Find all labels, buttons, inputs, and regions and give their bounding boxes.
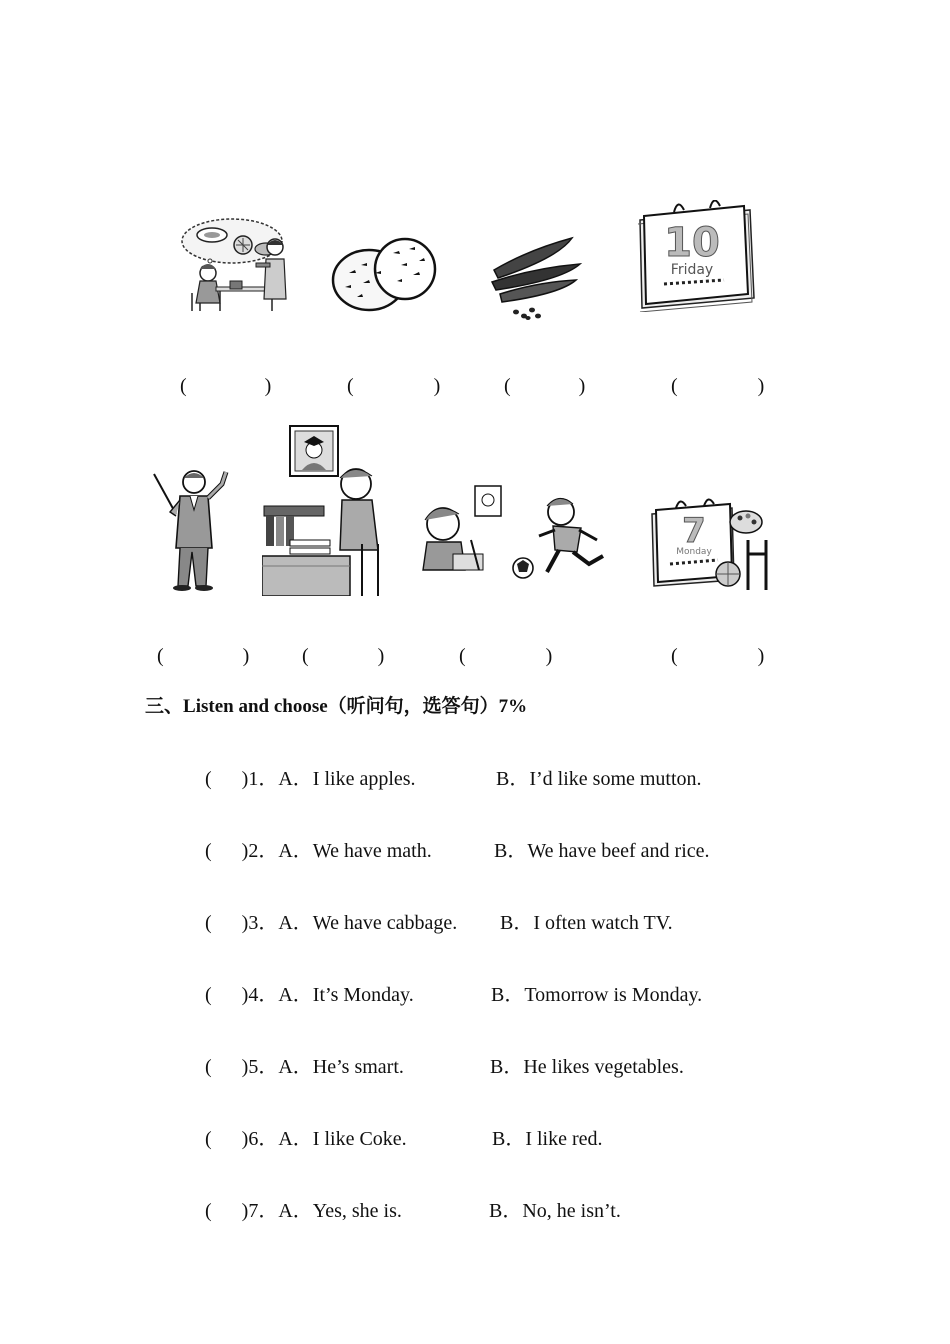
green-beans-icon [488,230,586,322]
answer-bracket[interactable]: ( ) [302,645,385,667]
question-row: ( )5．A．He’s smart. B．He likes vegetables. [205,1056,684,1078]
option-a-label: A． [278,1056,313,1078]
question-number: )5． [241,1056,279,1078]
option-b-label: B． [500,912,534,934]
question-row: ( )7．A．Yes, she is. B．No, he isn’t. [205,1200,621,1222]
option-a-label: A． [278,768,313,790]
question-number: )7． [241,1200,279,1222]
question-row: ( )3．A．We have cabbage. B．I often watch TV. [205,912,673,934]
option-b-label: B． [492,1128,526,1150]
option-b-label: B． [489,1200,523,1222]
question-number: )3． [241,912,279,934]
option-a-text: We have math. [312,840,432,862]
option-b-text: No, he isn’t. [522,1200,621,1222]
answer-bracket[interactable]: ( ) [671,645,765,667]
option-a-text: I like apples. [312,768,416,790]
section-title-en: Listen and choose [183,696,328,717]
option-a-label: A． [278,984,313,1006]
section-title [145,692,527,721]
option-a-label: A． [278,840,313,862]
option-b-label: B． [490,1056,524,1078]
section-number: 三、 [145,696,184,717]
calendar-day: Friday [670,262,714,278]
option-a-text: We have cabbage. [312,912,458,934]
option-b-label: B． [494,840,528,862]
calendar-monday-activities-icon [648,498,774,590]
option-a-text: He’s smart. [312,1056,404,1078]
calendar-number: 7 [682,511,706,551]
option-b-text: I like red. [525,1128,603,1150]
question-row: ( )2．A．We have math. B．We have beef and rice. [205,840,710,862]
answer-bracket[interactable]: ( ) [347,375,441,397]
answer-bracket[interactable]: ( ) [504,375,586,397]
answer-bracket[interactable]: ( ) [459,645,553,667]
student-reading-books-icon [262,424,384,596]
section-title-cn: （听问句，选答句） [327,695,499,717]
question-number: )1． [241,768,279,790]
restaurant-thought-bubble-icon [180,213,295,315]
option-a-text: I like Coke. [312,1128,407,1150]
question-number: )2． [241,840,279,862]
calendar-number: 10 [664,220,720,266]
option-b-text: We have beef and rice. [527,840,710,862]
question-row: ( )1．A．I like apples. B．I’d like some mutton. [205,768,702,790]
question-number: )6． [241,1128,279,1150]
option-a-label: A． [278,1200,313,1222]
bread-buns-icon [331,235,437,313]
option-b-text: He likes vegetables. [523,1056,684,1078]
calendar-day: Monday [676,547,712,557]
kids-drawing-and-football-icon [413,484,623,584]
question-number: )4． [241,984,279,1006]
section-score: 7% [498,696,528,717]
question-row: ( )4．A．It’s Monday. B．Tomorrow is Monday. [205,984,703,1006]
option-b-label: B． [496,768,530,790]
option-b-text: Tomorrow is Monday. [524,984,703,1006]
option-b-text: I’d like some mutton. [529,768,702,790]
option-a-text: Yes, she is. [312,1200,402,1222]
answer-bracket[interactable]: ( ) [671,375,765,397]
option-a-label: A． [278,912,313,934]
option-b-text: I often watch TV. [533,912,673,934]
teacher-pointer-icon [150,464,234,594]
option-a-label: A． [278,1128,313,1150]
answer-bracket[interactable]: ( ) [180,375,272,397]
calendar-friday-icon [634,200,760,312]
answer-bracket[interactable]: ( ) [157,645,250,667]
question-row: ( )6．A．I like Coke. B．I like red. [205,1128,603,1150]
option-a-text: It’s Monday. [312,984,414,1006]
option-b-label: B． [491,984,525,1006]
